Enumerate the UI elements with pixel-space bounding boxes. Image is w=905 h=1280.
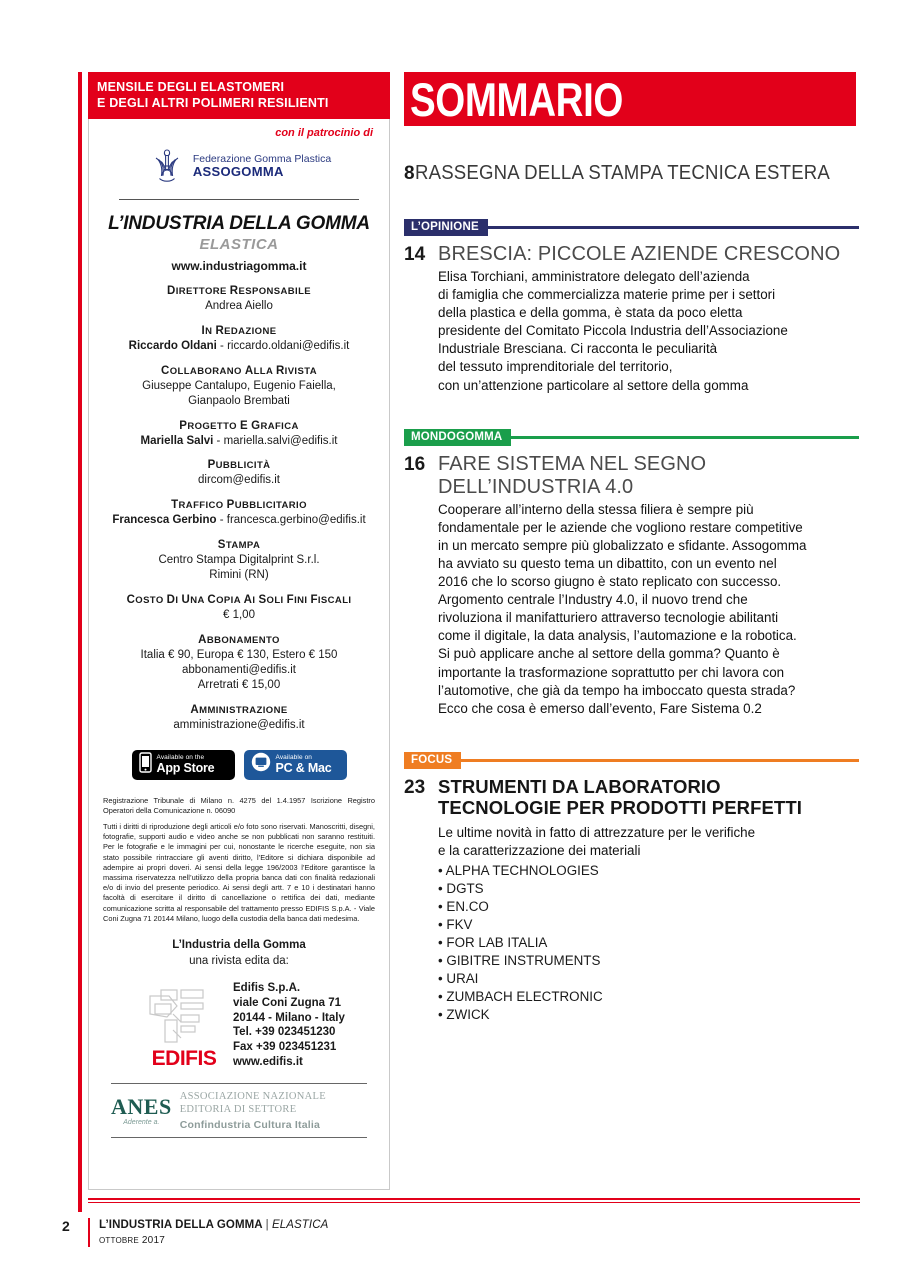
toc-deck-line: in un mercato sempre più globalizzato e sfidante. Assogomma (438, 537, 807, 553)
staff-value: Rimini (RN) (209, 569, 269, 582)
anes-left (111, 1093, 172, 1126)
magazine-title-block (103, 213, 375, 273)
toc-entry-headline (438, 243, 859, 266)
toc-deck-line: presidente del Comitato Piccola Industria dell’Associazione (438, 323, 788, 339)
toc-entry-deck (438, 501, 859, 718)
legal-body: Tutti i diritti di riproduzione degli articoli e/o foto sono riservati. Manoscritti, disegni, fotografie, supporti audio e video anche se non pubblicati non saranno restituiti. Per le fotografie e le immagini per cui, nonostante le ricerche eseguite, non sia stato possibile rintracciare gli aventi diritto, l’Editore si dichiara disponibile ad adempire ai propri doveri. Ai sensi della legge 196/2003 l’Editore garantisce la massima riservatezza nell’utilizzo della propria banca dati con finalità redazionali e/o di invio del presente periodico. Ai sensi degli artt. 7 e 10 i destinatari hanno facoltà di esercitare il diritto di cancellazione o rettifica dei dati, mediante comunicazione scritta al responsabile del trattamento presso EDIFIS S.p.A. - Viale Coni Zugna 71 20144 Milano, luogo della custodia della banca dati medesima. (103, 821, 375, 923)
toc-deck-line: Elisa Torchiani, amministratore delegato dell’azienda (438, 269, 750, 284)
magazine-website[interactable]: www.industriagomma.it (171, 259, 307, 273)
toc-page-number: 8 (404, 163, 415, 184)
toc-deck-line: Ecco che cosa è emerso dall’evento, Fare Sistema 0.2 (438, 700, 762, 716)
staff-role-label: IN REDAZIONE (201, 324, 277, 337)
staff-value: Francesca Gerbino - francesca.gerbino@edifis.it (112, 514, 366, 527)
toc-entry-headline (438, 453, 859, 499)
anes-association-name (180, 1091, 326, 1115)
store-badges (103, 750, 375, 780)
badge-text (157, 755, 215, 774)
toc-section-tag: MONDOGOMMA (404, 429, 511, 446)
anes-aderente-label: Aderente a. (123, 1118, 160, 1126)
staff-group (103, 458, 375, 488)
toc-deck-line: del tessuto imprenditoriale del territorio, (438, 359, 673, 375)
edifis-address-line: Edifis S.p.A. (233, 982, 301, 995)
footer-magazine-title: L’INDUSTRIA DELLA GOMMA (99, 1219, 263, 1231)
page-footer (62, 1218, 328, 1247)
toc-section-tag: FOCUS (404, 752, 461, 769)
toc-deck-line: come il digitale, la data analysis, l’automazione e la robotica. (438, 628, 797, 644)
staff-list (103, 284, 375, 733)
edifis-wordmark: EDIFIS (151, 1047, 217, 1071)
staff-role-label: PUBBLICITÀ (207, 459, 271, 472)
masthead-banner (88, 72, 390, 119)
colophon-column (88, 72, 390, 1190)
toc-deck-line: importante la trasformazione soprattutto per chi lavora con (438, 664, 785, 680)
anes-confindustria: Confindustria Cultura Italia (179, 1118, 321, 1131)
colophon-box (88, 119, 390, 1190)
anes-right (180, 1091, 326, 1130)
footer-page-number: 2 (62, 1218, 70, 1234)
toc-section (404, 219, 859, 395)
footer-year: 2017 (141, 1234, 165, 1246)
toc-entry-deck (438, 268, 859, 395)
toc-bullet-item: • ZWICK (438, 1007, 490, 1023)
toc-deck-line: rivoluziona il manifatturiero attraverso tecnologie abilitanti (438, 610, 779, 626)
sommario-column (404, 72, 859, 1024)
staff-group (103, 419, 375, 449)
toc-page-number: 14 (404, 244, 426, 265)
staff-value: Mariella Salvi - mariella.salvi@edifis.it (140, 434, 338, 447)
anes-name-line: ASSOCIAZIONE NAZIONALE (179, 1091, 326, 1103)
patronage-label: con il patrocinio di (275, 127, 373, 139)
toc-entry-bullets (438, 862, 859, 1025)
toc-entry-body (438, 776, 859, 1025)
toc-entry-body (438, 243, 859, 395)
toc-headline-line: STRUMENTI DA LABORATORIO (438, 775, 721, 797)
toc-headline-line: TECNOLOGIE PER PRODOTTI PERFETTI (438, 797, 802, 819)
toc-deck-line: Argomento centrale l’Industry 4.0, il nuovo trend che (438, 592, 748, 608)
toc-headline-line: FARE SISTEMA NEL SEGNO (438, 452, 707, 475)
publisher-edited-by: una rivista edita da: (189, 954, 289, 967)
staff-group (103, 633, 375, 693)
banner-line-1: MENSILE DEGLI ELASTOMERI (97, 80, 285, 94)
assogomma-name: ASSOGOMMA (192, 163, 284, 179)
sommario-title: SOMMARIO (410, 72, 623, 126)
staff-role-label: COLLABORANO ALLA RIVISTA (161, 364, 317, 377)
toc-deck-line: Le ultime novità in fatto di attrezzature per le verifiche (438, 825, 756, 841)
iphone-icon (139, 752, 152, 778)
staff-group (103, 284, 375, 314)
toc-bullet-item: • EN.CO (438, 898, 489, 914)
eagle-icon (147, 147, 187, 185)
toc-entry-body (438, 453, 859, 718)
toc-deck-line: della plastica e della gomma, è stata da poco eletta (438, 305, 743, 321)
staff-value: Italia € 90, Europa € 130, Estero € 150 (140, 648, 338, 661)
toc-entry-deck (438, 824, 859, 860)
toc-deck-line: Cooperare all’interno della stessa filiera è sempre più (438, 501, 754, 517)
toc-deck-line: con un’attenzione particolare al settore della gomma (438, 377, 749, 393)
anes-logo-block (111, 1083, 367, 1137)
toc-sections (404, 219, 859, 1024)
toc-section (404, 752, 859, 1025)
edifis-mark-icon (147, 984, 221, 1046)
edifis-address-line: viale Coni Zugna 71 (233, 996, 341, 1009)
monitor-icon (251, 752, 271, 777)
edifis-block (103, 981, 375, 1069)
staff-role-label: DIRETTORE RESPONSABILE (166, 285, 312, 297)
toc-deck-line: l’automotive, che già da tempo ha imboccato questa strada? (438, 682, 796, 698)
toc-deck-line: Industriale Bresciana. Ci racconta le peculiarità (438, 341, 718, 357)
toc-section-header (404, 752, 859, 769)
staff-group (103, 364, 375, 409)
toc-bullet-item: • ZUMBACH ELECTRONIC (438, 989, 603, 1005)
footer-rule-thin (88, 1202, 860, 1203)
footer-text (99, 1218, 328, 1247)
footer-edition: ELASTICA (271, 1219, 329, 1231)
badge-store-name: PC & Mac (275, 760, 332, 775)
staff-value: Arretrati € 15,00 (197, 678, 281, 691)
toc-entry-title: RASSEGNA DELLA STAMPA TECNICA ESTERA (414, 162, 830, 184)
staff-group (103, 593, 375, 623)
toc-bullet-item: • GIBITRE INSTRUMENTS (438, 952, 601, 968)
anes-wordmark: ANES (111, 1093, 172, 1119)
staff-value: dircom@edifis.it (198, 474, 280, 487)
toc-entry[interactable] (404, 243, 859, 395)
toc-section-rule (461, 759, 859, 762)
assogomma-federation: Federazione Gomma Plastica (192, 152, 332, 165)
toc-deck-line: fondamentale per le aziende che vogliono restare competitive (438, 519, 803, 535)
toc-page-number: 23 (404, 776, 426, 798)
toc-section-header (404, 429, 859, 446)
toc-deck-line: 2016 che lo scorso giugno è stato replicato con successo. (438, 574, 782, 590)
magazine-subtitle: ELASTICA (199, 236, 279, 253)
legal-registration: Registrazione Tribunale di Milano n. 4275 del 1.4.1957 Iscrizione Registro Operatori della Comunicazione n. 06090 (103, 795, 375, 815)
staff-role-label: TRAFFICO PUBBLICITARIO (171, 499, 307, 512)
badge-store-name: App Store (156, 760, 215, 775)
publisher-magazine-name: L’Industria della Gomma (172, 939, 306, 952)
staff-group (103, 498, 375, 528)
sommario-banner (404, 72, 856, 126)
staff-value: € 1,00 (223, 608, 255, 621)
edifis-address (233, 981, 345, 1069)
staff-value: Centro Stampa Digitalprint S.r.l. (158, 554, 320, 567)
toc-headline-line: BRESCIA: PICCOLE AZIENDE CRESCONO (438, 243, 841, 265)
banner-line-2: E DEGLI ALTRI POLIMERI RESILIENTI (97, 95, 329, 110)
edifis-logo (145, 984, 223, 1069)
toc-deck-line: e la caratterizzazione dei materiali (438, 843, 641, 859)
staff-role-label: AMMINISTRAZIONE (190, 703, 288, 716)
footer-month: OTTOBRE (99, 1235, 139, 1245)
footer-red-bar (88, 1218, 90, 1247)
edifis-address-line: www.edifis.it (233, 1055, 303, 1068)
footer-separator: | (265, 1219, 269, 1231)
toc-headline-line: DELL’INDUSTRIA 4.0 (438, 475, 634, 498)
edifis-address-line: 20144 - Milano - Italy (233, 1011, 345, 1024)
staff-value: abbonamenti@edifis.it (182, 663, 296, 676)
toc-bullet-item: • DGTS (438, 880, 484, 896)
legal-notice (103, 796, 375, 925)
toc-deck-line: ha avviato su questo tema un dibattito, con un evento nel (438, 555, 777, 571)
staff-value: Riccardo Oldani - riccardo.oldani@edifis.it (128, 339, 350, 352)
red-spine-bar (78, 72, 82, 1212)
staff-value: Giuseppe Cantalupo, Eugenio Faiella, (142, 379, 336, 392)
toc-entry[interactable] (404, 776, 859, 1025)
toc-section (404, 429, 859, 718)
divider-rule (119, 199, 359, 200)
footer-rule-thick (88, 1198, 860, 1200)
staff-group (103, 324, 375, 354)
toc-bullet-item: • FKV (438, 916, 473, 932)
app-store-badge[interactable] (132, 750, 235, 780)
staff-value: amministrazione@edifis.it (173, 718, 305, 731)
publisher-intro (103, 938, 375, 969)
toc-section-rule (511, 436, 859, 439)
staff-role-label: STAMPA (217, 539, 261, 552)
staff-group (103, 538, 375, 583)
toc-entry[interactable] (404, 453, 859, 718)
magazine-title: L’INDUSTRIA DELLA GOMMA (108, 213, 370, 234)
toc-entry-headline (438, 776, 859, 819)
anes-name-line: EDITORIA DI SETTORE (179, 1103, 297, 1115)
staff-role-label: COSTO DI UNA COPIA AI SOLI FINI FISCALI (126, 594, 352, 606)
pc-mac-badge[interactable] (244, 750, 347, 780)
toc-section-tag: L’OPINIONE (404, 219, 488, 236)
toc-deck-line: di famiglia che commercializza materie prime per i settori (438, 287, 776, 303)
assogomma-logo (103, 147, 375, 185)
edifis-address-line: Fax +39 023451231 (233, 1041, 337, 1054)
toc-section-header (404, 219, 859, 236)
toc-deck-line: Si può applicare anche al settore della gomma? Quanto è (438, 646, 780, 662)
badge-caption: Available on the (156, 754, 205, 761)
badge-caption: Available on (275, 754, 312, 761)
staff-value: Andrea Aiello (205, 299, 273, 312)
toc-entry-first[interactable] (404, 162, 859, 185)
footer-rules (88, 1198, 860, 1203)
toc-page-number: 16 (404, 453, 426, 475)
staff-role-label: PROGETTO E GRAFICA (179, 419, 299, 432)
toc-bullet-item: • ALPHA TECHNOLOGIES (438, 862, 599, 878)
toc-bullet-item: • URAI (438, 971, 479, 987)
badge-text (276, 755, 332, 774)
edifis-address-line: Tel. +39 023451230 (233, 1026, 336, 1039)
staff-role-label: ABBONAMENTO (198, 633, 280, 646)
toc-bullet-item: • FOR LAB ITALIA (438, 934, 548, 950)
staff-group (103, 703, 375, 733)
toc-section-rule (488, 226, 859, 229)
staff-value: Gianpaolo Brembati (188, 394, 290, 407)
